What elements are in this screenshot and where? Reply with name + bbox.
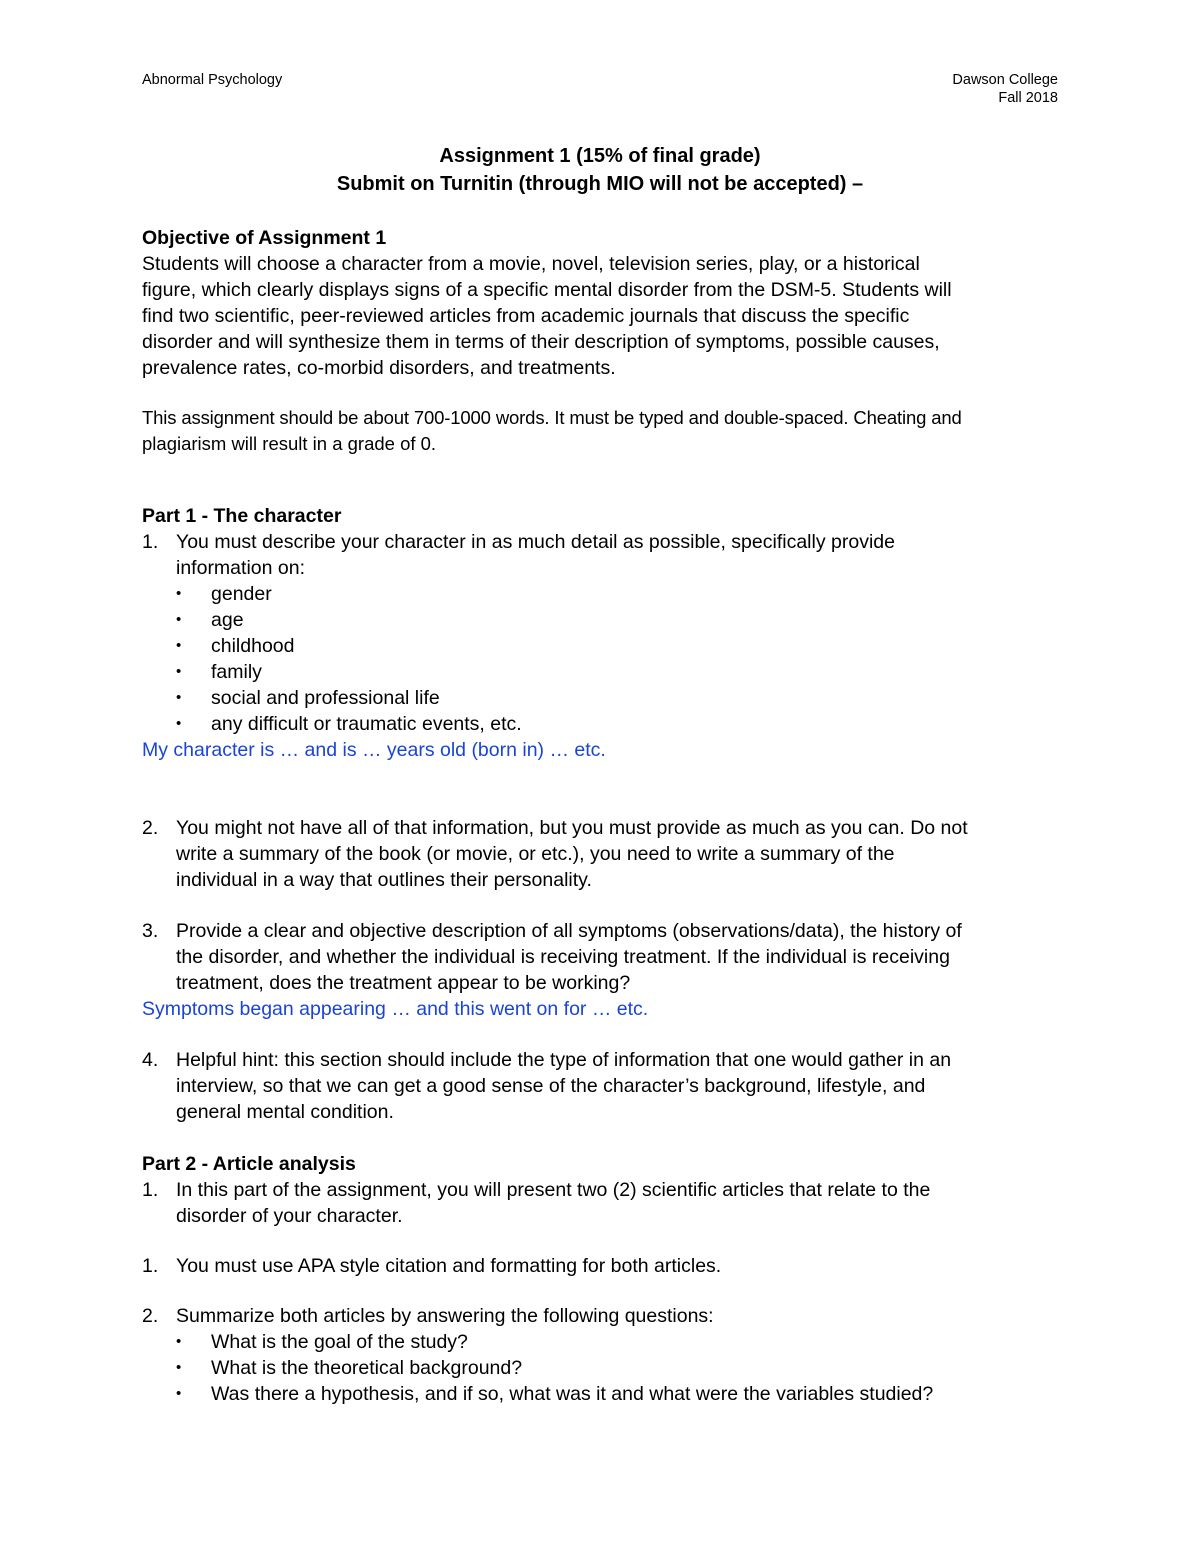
list-item-text: You must use APA style citation and formatting for both articles.	[176, 1255, 722, 1277]
bullet-icon: •	[176, 715, 182, 732]
list-number: 2.	[142, 817, 159, 839]
list-item-text: individual in a way that outlines their personality.	[176, 869, 592, 891]
bullet-icon: •	[176, 1359, 182, 1376]
page-subtitle: Submit on Turnitin (through MIO will not be accepted) –	[336, 173, 864, 195]
list-item-text: the disorder, and whether the individual is receiving treatment. If the individual is receiving	[176, 946, 950, 968]
header-course: Abnormal Psychology	[142, 72, 283, 88]
objective-line: find two scientific, peer-reviewed articles from academic journals that discuss the specific	[142, 305, 910, 327]
bullet-item: age	[211, 609, 244, 631]
example-text: Symptoms began appearing … and this went on for … etc.	[142, 998, 649, 1020]
list-item-text: disorder of your character.	[176, 1205, 403, 1227]
list-number: 2.	[142, 1305, 159, 1327]
page-title: Assignment 1 (15% of final grade)	[439, 145, 761, 167]
bullet-icon: •	[176, 1333, 182, 1350]
list-number: 1.	[142, 1255, 159, 1277]
assignment-note: plagiarism will result in a grade of 0.	[142, 433, 437, 454]
bullet-item: any difficult or traumatic events, etc.	[211, 713, 522, 735]
objective-line: figure, which clearly displays signs of a specific mental disorder from the DSM-5. Students will	[142, 279, 952, 301]
list-item-text: interview, so that we can get a good sense of the character’s background, lifestyle, and	[176, 1075, 926, 1097]
bullet-icon: •	[176, 637, 182, 654]
header-term: Fall 2018	[998, 90, 1058, 106]
list-item-text: In this part of the assignment, you will present two (2) scientific articles that relate to the	[176, 1179, 931, 1201]
bullet-item: social and professional life	[211, 687, 440, 709]
list-item-text: You must describe your character in as much detail as possible, specifically provide	[176, 531, 895, 553]
objective-line: disorder and will synthesize them in terms of their description of symptoms, possible causes,	[142, 331, 940, 353]
bullet-item: gender	[211, 583, 272, 605]
list-item-text: Helpful hint: this section should include the type of information that one would gather in an	[176, 1049, 952, 1071]
bullet-item: childhood	[211, 635, 295, 657]
example-text: My character is … and is … years old (born in) … etc.	[142, 739, 606, 761]
objective-heading: Objective of Assignment 1	[142, 227, 387, 249]
list-number: 4.	[142, 1049, 159, 1071]
bullet-icon: •	[176, 663, 182, 680]
list-item-text: You might not have all of that information, but you must provide as much as you can. Do not	[176, 817, 968, 839]
objective-line: Students will choose a character from a movie, novel, television series, play, or a historical	[142, 253, 920, 275]
assignment-note: This assignment should be about 700-1000 words. It must be typed and double-spaced. Cheating and	[142, 407, 962, 428]
bullet-icon: •	[176, 689, 182, 706]
objective-line: prevalence rates, co-morbid disorders, and treatments.	[142, 357, 616, 379]
bullet-icon: •	[176, 585, 182, 602]
list-item-text: information on:	[176, 557, 305, 579]
bullet-item: family	[211, 661, 262, 683]
bullet-item: What is the goal of the study?	[211, 1331, 468, 1353]
part1-heading: Part 1 - The character	[142, 505, 342, 527]
list-item-text: Provide a clear and objective description of all symptoms (observations/data), the history of	[176, 920, 962, 942]
list-number: 1.	[142, 1179, 159, 1201]
part2-heading: Part 2 - Article analysis	[142, 1153, 356, 1175]
list-item-text: general mental condition.	[176, 1101, 394, 1123]
bullet-item: Was there a hypothesis, and if so, what was it and what were the variables studied?	[211, 1383, 934, 1405]
list-number: 3.	[142, 920, 159, 942]
list-number: 1.	[142, 531, 159, 553]
header-college: Dawson College	[952, 72, 1058, 88]
bullet-icon: •	[176, 1385, 182, 1402]
list-item-text: treatment, does the treatment appear to be working?	[176, 972, 631, 994]
list-item-text: Summarize both articles by answering the following questions:	[176, 1305, 714, 1327]
bullet-icon: •	[176, 611, 182, 628]
bullet-item: What is the theoretical background?	[211, 1357, 523, 1379]
list-item-text: write a summary of the book (or movie, or etc.), you need to write a summary of the	[176, 843, 895, 865]
